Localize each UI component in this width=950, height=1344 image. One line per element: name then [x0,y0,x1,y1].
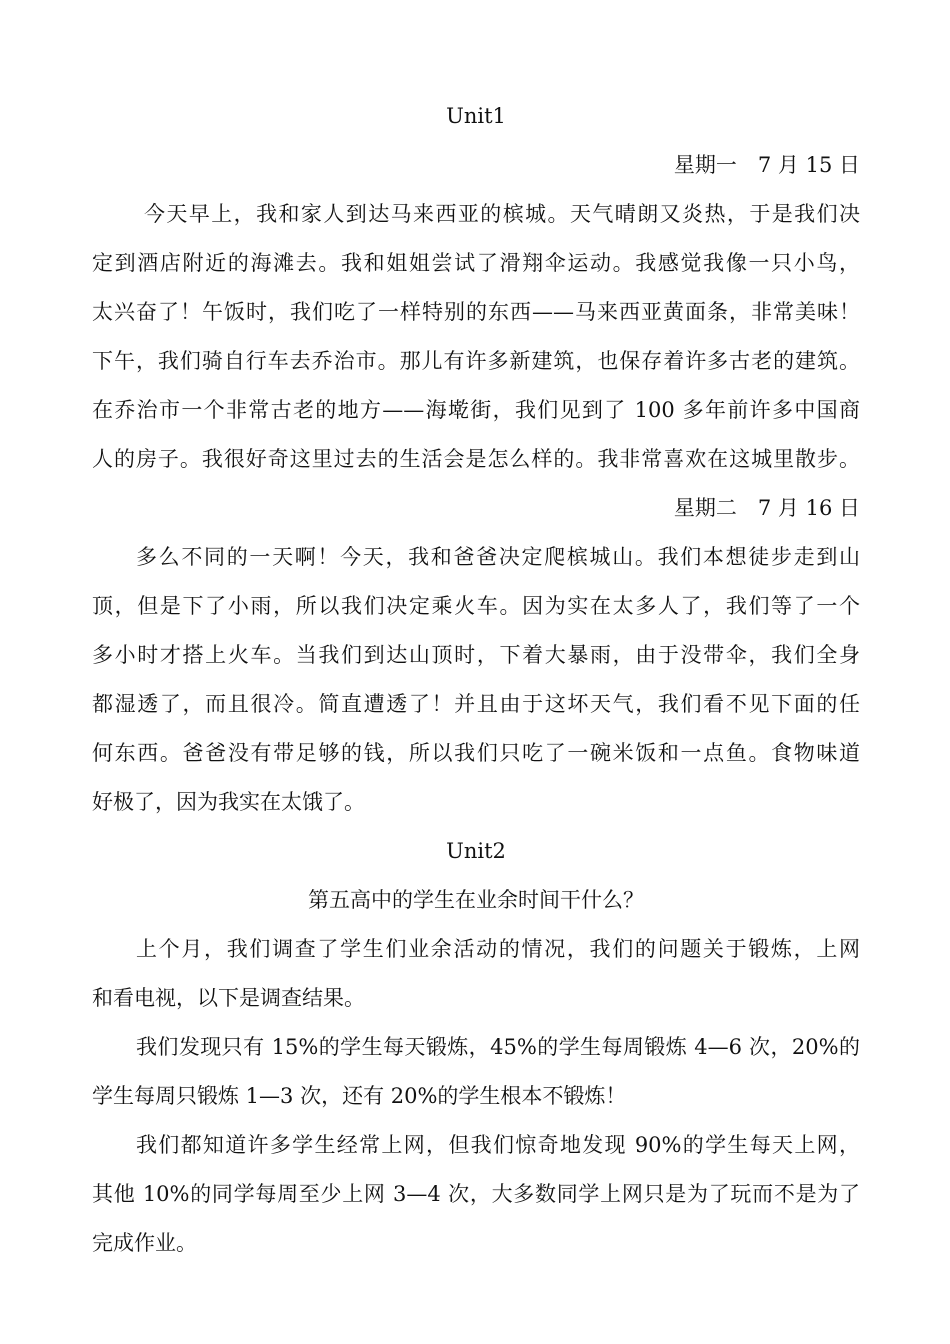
paragraph-line: 今天早上，我和家人到达马来西亚的槟城。天气晴朗又炎热，于是我们决 [144,202,860,226]
unit1-title: Unit1 [446,104,506,128]
paragraph-last-line: 学生每周只锻炼 1—3 次，还有 20%的学生根本不锻炼！ [92,1084,627,1108]
paragraph-line: 其他 10%的同学每周至少上网 3—4 次，大多数同学上网只是为了玩而不是为了 [92,1182,860,1206]
day2-date: 星期二 7 月 16 日 [673,496,860,520]
paragraph-line: 上个月，我们调查了学生们业余活动的情况，我们的问题关于锻炼，上网 [136,937,860,961]
paragraph-last-line: 和看电视，以下是调查结果。 [92,986,365,1010]
survey-paragraph-2 [92,1023,860,1121]
day1-date: 星期一 7 月 15 日 [673,153,860,177]
unit2-subtitle: 第五高中的学生在业余时间干什么？ [308,888,644,912]
paragraph-line: 何东西。爸爸没有带足够的钱，所以我们只吃了一碗米饭和一点鱼。食物味道 [92,741,860,765]
survey-paragraph-3 [92,1121,860,1268]
day2-paragraph [92,533,860,827]
survey-paragraph-1 [92,925,860,1023]
paragraph-line: 我们发现只有 15%的学生每天锻炼，45%的学生每周锻炼 4—6 次，20%的 [136,1035,860,1059]
document-page [92,92,860,1268]
paragraph-line: 我们都知道许多学生经常上网，但我们惊奇地发现 90%的学生每天上网， [136,1133,860,1157]
unit2-title: Unit2 [446,839,506,863]
paragraph-line: 顶，但是下了小雨，所以我们决定乘火车。因为实在太多人了，我们等了一个 [92,594,860,618]
paragraph-last-line: 完成作业。 [92,1231,197,1255]
day1-paragraph [92,190,860,484]
paragraph-line: 太兴奋了！午饭时，我们吃了一样特别的东西——马来西亚黄面条，非常美味！ [92,300,860,324]
paragraph-line: 都湿透了，而且很冷。简直遭透了！并且由于这坏天气，我们看不见下面的任 [92,692,860,716]
paragraph-line: 多么不同的一天啊！今天，我和爸爸决定爬槟城山。我们本想徒步走到山 [136,545,860,569]
paragraph-line: 在乔治市一个非常古老的地方——海墘街，我们见到了 100 多年前许多中国商 [92,398,860,422]
paragraph-line: 多小时才搭上火车。当我们到达山顶时，下着大暴雨，由于没带伞，我们全身 [92,643,860,667]
paragraph-line: 人的房子。我很好奇这里过去的生活会是怎么样的。我非常喜欢在这城里散步。 [92,447,860,471]
paragraph-line: 定到酒店附近的海滩去。我和姐姐尝试了滑翔伞运动。我感觉我像一只小鸟， [92,251,860,275]
paragraph-last-line: 好极了，因为我实在太饿了。 [92,790,365,814]
paragraph-line: 下午，我们骑自行车去乔治市。那儿有许多新建筑，也保存着许多古老的建筑。 [92,349,860,373]
